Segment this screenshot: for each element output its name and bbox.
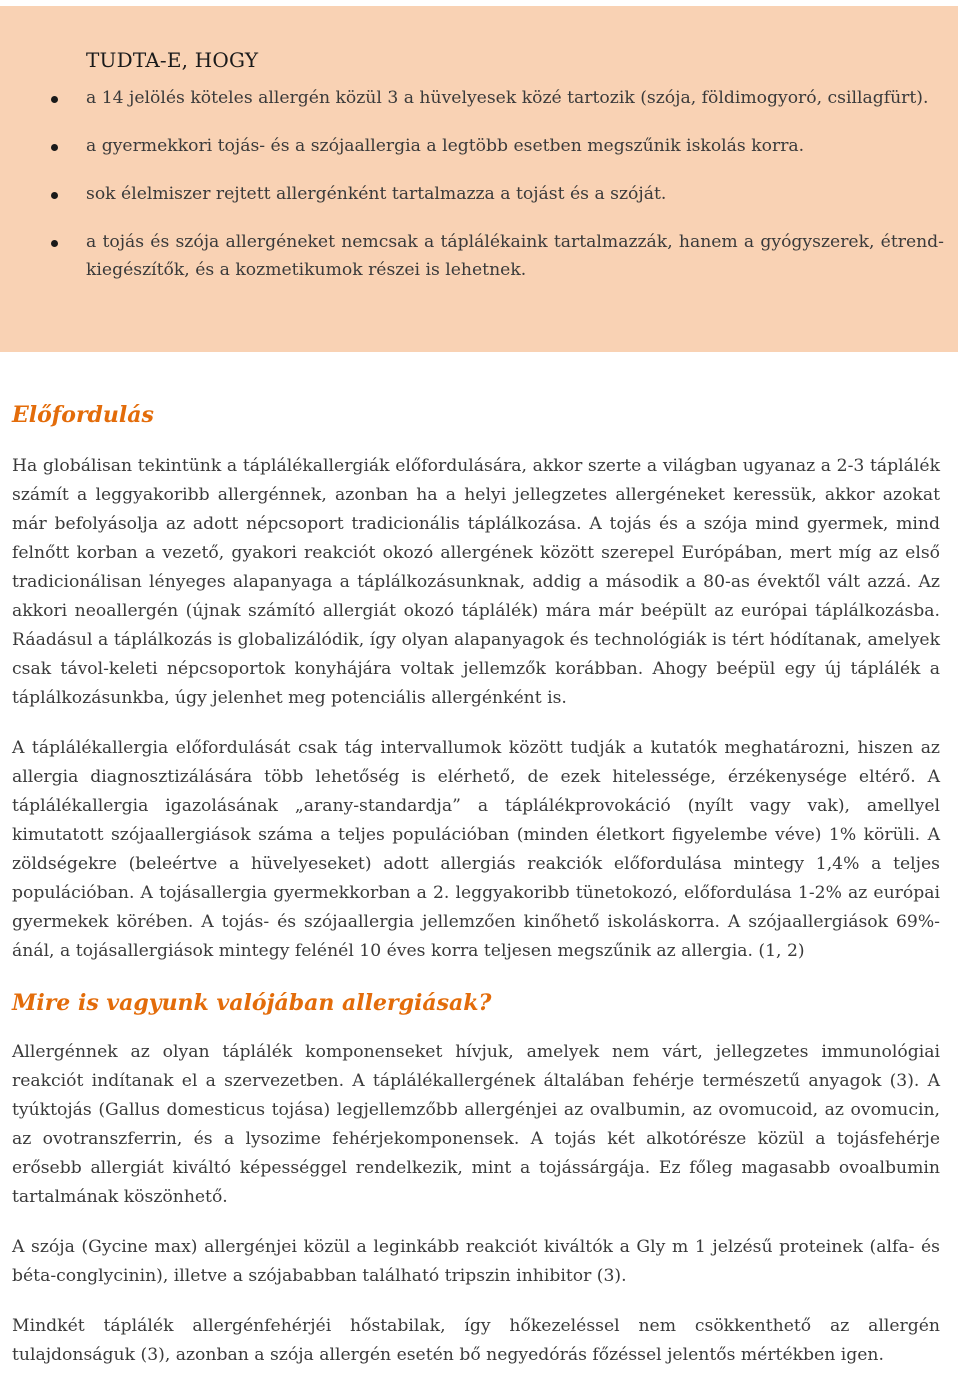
article-body: [12, 398, 940, 1370]
bullet-icon: [51, 240, 58, 247]
fact-list: [0, 84, 958, 304]
section-heading-mire: Mire is vagyunk valójában allergiásak?: [12, 990, 492, 1016]
fact-box-title: TUDTA-E, HOGY: [86, 48, 259, 72]
fact-item: [0, 180, 958, 208]
paragraph: A szója (Gycine max) allergénjei közül a leginkább reakciót kiváltók a Gly m 1 jelzésű proteinek (alfa- és béta-conglycinin), illetve a szójababban található tripszin inhibitor (3).: [12, 1237, 940, 1286]
fact-text: a tojás és szója allergéneket nemcsak a táplálékaink tartalmazzák, hanem a gyógyszerek, étrend-kiegészítők, és a kozmetikumok részei is lehetnek.: [86, 232, 944, 280]
fact-item: [0, 228, 958, 284]
bullet-icon: [51, 192, 58, 199]
paragraph: Allergénnek az olyan táplálék komponenseket hívjuk, amelyek nem várt, jellegzetes immunológiai reakciót indítanak el a szervezetben. A táplálékallergének általában fehérje természetű anyagok (3). A tyúktojás (Gallus domesticus tojása) legjellemzőbb allergénjei az ovalbumin, az ovomucoid, az ovomucin, az ovotranszferrin, és a lysozime fehérjekomponensek. A tojás két alkotórésze közül a tojásfehérje erősebb allergiát kiváltó képességgel rendelkezik, mint a tojássárgája. Ez főleg magasabb ovoalbumin tartalmának köszönhető.: [12, 1042, 940, 1207]
fact-text: sok élelmiszer rejtett allergénként tartalmazza a tojást és a szóját.: [86, 184, 667, 204]
bullet-icon: [51, 96, 58, 103]
fact-text: a gyermekkori tojás- és a szójaallergia a legtöbb esetben megszűnik iskolás korra.: [86, 136, 805, 156]
paragraph: Ha globálisan tekintünk a táplálékallergiák előfordulására, akkor szerte a világban ugyanaz a 2-3 táplálék számít a leggyakoribb allergénnek, azonban ha a helyi jellegzetes allergéneket keressük, akkor azokat már befolyásolja az adott népcsoport tradicionális táplálkozása. A tojás és a szója mind gyermek, mind felnőtt korban a vezető, gyakori reakciót okozó allergének között szerepel Európában, mert míg az első tradicionálisan lényeges alapanyaga a táplálkozásunknak, addig a második a 80-as évektől vált azzá. Az akkori neoallergén (újnak számító allergiát okozó táplálék) mára már beépült az európai táplálkozásba. Ráadásul a táplálkozás is globalizálódik, így olyan alapanyagok és technológiák is tért hódítanak, amelyek csak távol-keleti népcsoportok konyhájára voltak jellemzők korábban. Ahogy beépül egy új táplálék a táplálkozásunkba, úgy jelenhet meg potenciális allergénként is.: [12, 456, 940, 708]
paragraph: A táplálékallergia előfordulását csak tág intervallumok között tudják a kutatók meghatározni, hiszen az allergia diagnosztizálására több lehetőség is elérhető, de ezek hitelessége, érzékenysége eltérő. A táplálékallergia igazolásának „arany-standardja” a táplálékprovokáció (nyílt vagy vak), amellyel kimutatott szójaallergiások száma a teljes populációban (minden életkort figyelembe véve) 1% körüli. A zöldségekre (beleértve a hüvelyeseket) adott allergiás reakciók előfordulása mintegy 1,4% a teljes populációban. A tojásallergia gyermekkorban a 2. leggyakoribb tünetokozó, előfordulása 1-2% az európai gyermekek körében. A tojás- és szójaallergia jellemzően kinőhető iskoláskorra. A szójaallergiások 69%-ánál, a tojásallergiások mintegy felénél 10 éves korra teljesen megszűnik az allergia. (1, 2): [12, 738, 940, 961]
fact-box: [0, 6, 958, 352]
paragraph: Mindkét táplálék allergénfehérjéi hőstabilak, így hőkezeléssel nem csökkenthető az allergén tulajdonságuk (3), azonban a szója allergén esetén bő negyedórás főzéssel jelentős mértékben igen.: [12, 1316, 940, 1365]
fact-text: a 14 jelölés köteles allergén közül 3 a hüvelyesek közé tartozik (szója, földimogyoró, csillagfürt).: [86, 88, 929, 108]
bullet-icon: [51, 144, 58, 151]
fact-item: [0, 84, 958, 112]
section-heading-elofordulas: Előfordulás: [12, 402, 154, 428]
fact-item: [0, 132, 958, 160]
